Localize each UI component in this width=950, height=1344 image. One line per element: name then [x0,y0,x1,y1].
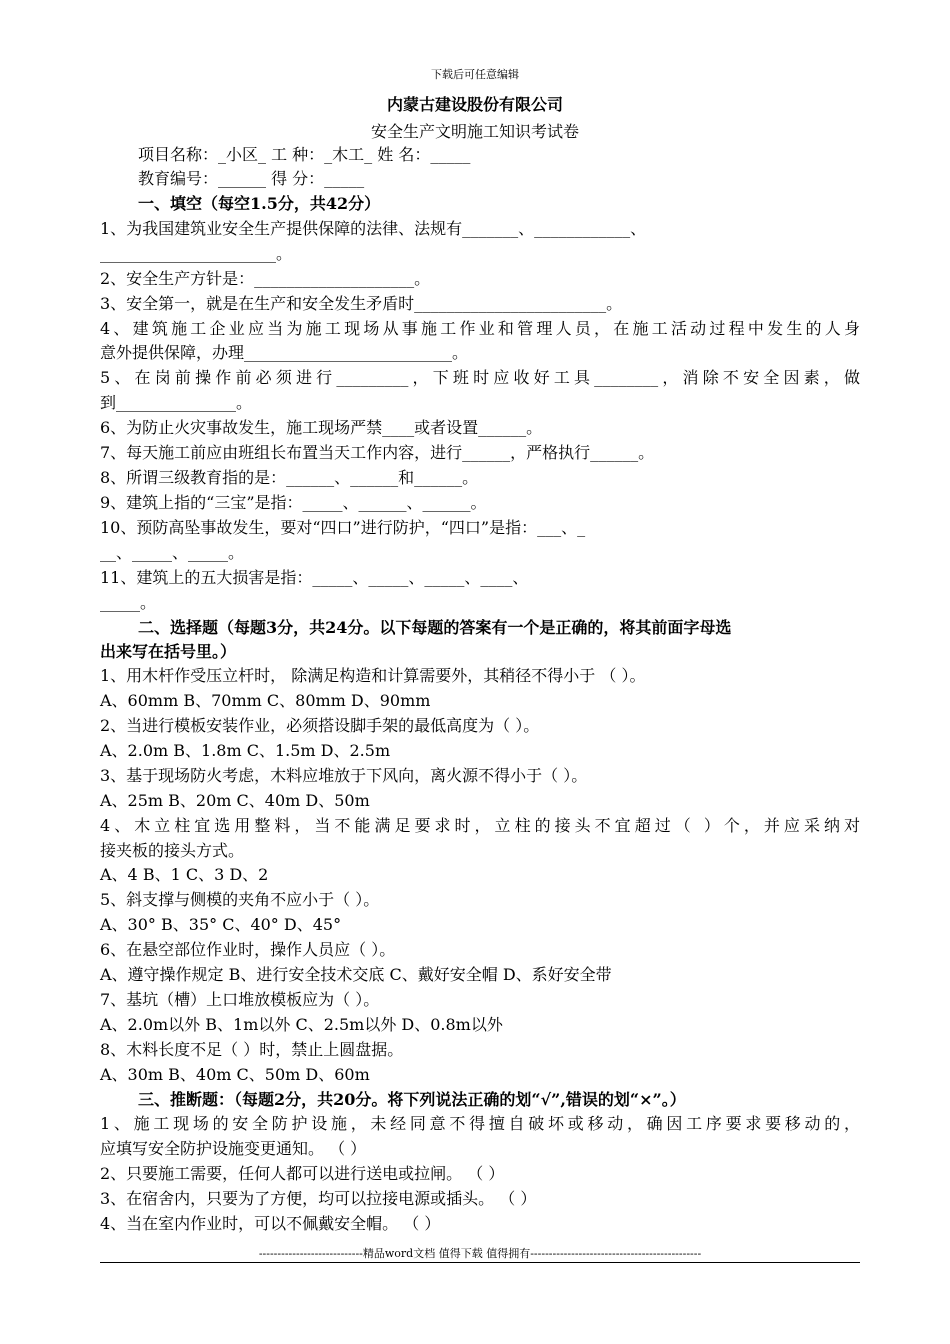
question-line: 3、安全第一，就是在生产和安全发生矛盾时________________________。 [100,294,623,313]
question-line: 9、建筑上指的“三宝”是指：_____、______、______。 [100,493,487,512]
question-line: 1、为我国建筑业安全生产提供保障的法律、法规有_______、____________、 [100,219,647,238]
question-line: _____。 [100,593,157,612]
question-line: 到_______________。 [100,393,253,412]
question-line: 7、每天施工前应由班组长布置当天工作内容，进行______，严格执行______。 [100,443,655,462]
question-line: __、_____、_____。 [100,543,245,562]
question-line: 1、用木杆作受压立杆时， 除满足构造和计算需要外，其稍径不得小于 （ ）。 [100,666,646,685]
question-line: 8、木料长度不足（ ）时，禁止上圆盘据。 [100,1040,404,1059]
question-line: 4、当在室内作业时，可以不佩戴安全帽。 （ ） [100,1214,441,1233]
question-line: 5、斜支撑与侧模的夹角不应小于（ ）。 [100,890,380,909]
question-line: 3、基于现场防火考虑，木料应堆放于下风向，离火源不得小于（ ）。 [100,766,588,785]
question-line: 应填写安全防护设施变更通知。 （ ） [100,1139,367,1158]
options-line: A、2.0m以外 B、1m以外 C、2.5m以外 D、0.8m以外 [100,1015,503,1034]
options-line: A、2.0m B、1.8m C、1.5m D、2.5m [100,741,391,760]
company-name: 内蒙古建设股份有限公司 [386,95,563,114]
options-line: A、遵守操作规定 B、进行安全技术交底 C、戴好安全帽 D、系好安全带 [100,965,612,984]
education-info-line: 教育编号：______ 得 分：_____ [138,169,365,188]
question-line: 6、在悬空部位作业时，操作人员应（ ）。 [100,940,396,959]
section-3-heading: 三、推断题：（每题2分，共20分。将下列说法正确的划“√”,错误的划“×”。） [138,1090,686,1109]
question-line: 1、施工现场的安全防护设施，未经同意不得擅自破坏或移动，确因工序要求要移动的， [100,1114,860,1133]
question-line: 接夹板的接头方式。 [100,841,245,860]
header-note: 下载后可任意编辑 [431,68,519,81]
footer-divider [100,1262,860,1263]
exam-title: 安全生产文明施工知识考试卷 [370,122,579,141]
question-line: 4、建筑施工企业应当为施工现场从事施工作业和管理人员，在施工活动过程中发生的人身 [100,319,860,338]
options-line: A、60mm B、70mm C、80mm D、90mm [100,691,431,710]
options-line: A、30° B、35° C、40° D、45° [100,915,342,934]
question-line: 3、在宿舍内，只要为了方便，均可以拉接电源或插头。 （ ） [100,1189,537,1208]
question-line: 2、安全生产方针是：____________________。 [100,269,431,288]
question-line: 8、所谓三级教育指的是：______、______和______。 [100,468,479,487]
question-line: 2、只要施工需要，任何人都可以进行送电或拉闸。 （ ） [100,1164,505,1183]
question-line: 10、预防高坠事故发生，要对“四口”进行防护，“四口”是指：___、_ [100,518,586,537]
question-line: ______________________。 [100,244,293,263]
question-line: 11、建筑上的五大损害是指：_____、_____、_____、____、 [100,568,529,587]
section-2-heading: 二、选择题（每题3分，共24分。以下每题的答案有一个是正确的，将其前面字母选 [138,618,732,637]
options-line: A、25m B、20m C、40m D、50m [100,791,370,810]
options-line: A、30m B、40m C、50m D、60m [100,1065,370,1084]
section-2-heading-cont: 出来写在括号里。） [100,642,237,661]
project-info-line: 项目名称：_小区_ 工 种：_木工_ 姓 名：_____ [138,145,471,164]
options-line: A、4 B、1 C、3 D、2 [100,865,269,884]
question-line: 2、当进行模板安装作业，必须搭设脚手架的最低高度为（ ）。 [100,716,540,735]
question-line: 4、木立柱宜选用整料，当不能满足要求时，立柱的接头不宜超过（ ）个，并应采纳对 [100,816,860,835]
question-line: 意外提供保障，办理__________________________。 [100,343,469,362]
section-1-heading: 一、填空（每空1.5分，共42分） [138,194,381,213]
question-line: 6、为防止火灾事故发生，施工现场严禁____或者设置______。 [100,418,543,437]
page-footer: ----------------------------精品word文档 值得下载 值得拥有---------------------------------------------- [258,1247,702,1260]
question-line: 7、基坑（槽）上口堆放模板应为（ ）。 [100,990,380,1009]
question-line: 5、在岗前操作前必须进行_________，下班时应收好工具________，消除不安全因素，做 [100,368,860,387]
